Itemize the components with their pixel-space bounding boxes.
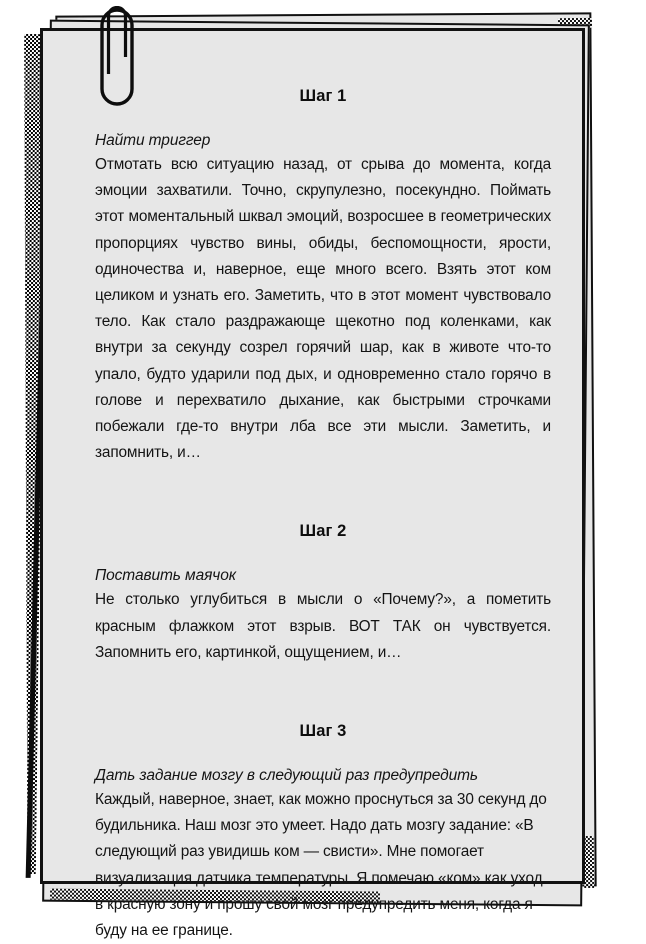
- step-block-3: [95, 722, 551, 944]
- step-body-1: Отмотать всю ситуацию назад, от срыва до момента, когда эмоции захватили. Точно, скрупулезно, посекундно. Поймать этот моментальный шквал эмоций, возросшее в геометрических пропорциях чувство вины, обиды, беспомощности, ярости, одиночества и, наверное, еще много всего. Взять этот ком целиком и узнать его. Заметить, что в этот момент чувствовало тело. Как стало раздражающе щекотно под коленками, как внутри за секунду созрел горячий шар, как в животе что-то упало, будто ударили под дых, и одновременно стало горячо в голове и перехватило дыхание, как быстрыми строчками побежали где-то внутри лба все эти мысли. Заметить, и запомнить, и…: [95, 156, 551, 462]
- step-body-3: Каждый, наверное, знает, как можно проснуться за 30 секунд до будильника. Наш мозг это умеет. Надо дать мозгу задание: «В следующий раз увидишь ком — свисти». Мне помогает визуализация датчика температуры. Я помечаю «ком» как уход в красную зону и прошу свой мозг предупредить меня, когда я буду на ее границе.: [95, 791, 547, 940]
- step-block-2: [95, 522, 551, 666]
- step-subtitle-3: Дать задание мозгу в следующий раз предупредить: [95, 767, 478, 785]
- page-content: [95, 87, 551, 944]
- step-subtitle-1: Найти триггер: [95, 132, 211, 149]
- step-heading-1: Шаг 1: [299, 87, 347, 105]
- section-gap-1: [95, 466, 551, 522]
- step-body-2: Не столько углубиться в мысли о «Почему?», а пометить красным флажком этот взрыв. ВОТ ТАК он чувствуется. Запомнить его, картинкой, ощущением, и…: [95, 591, 551, 661]
- front-sheet: [40, 28, 585, 940]
- step-heading-3: Шаг 3: [299, 722, 347, 741]
- step-subtitle-2: Поставить маячок: [95, 567, 236, 585]
- halftone-shadow-right: [584, 836, 594, 888]
- step-block-1: [95, 87, 551, 466]
- section-gap-2: [95, 666, 551, 722]
- step-heading-2: Шаг 2: [299, 522, 347, 541]
